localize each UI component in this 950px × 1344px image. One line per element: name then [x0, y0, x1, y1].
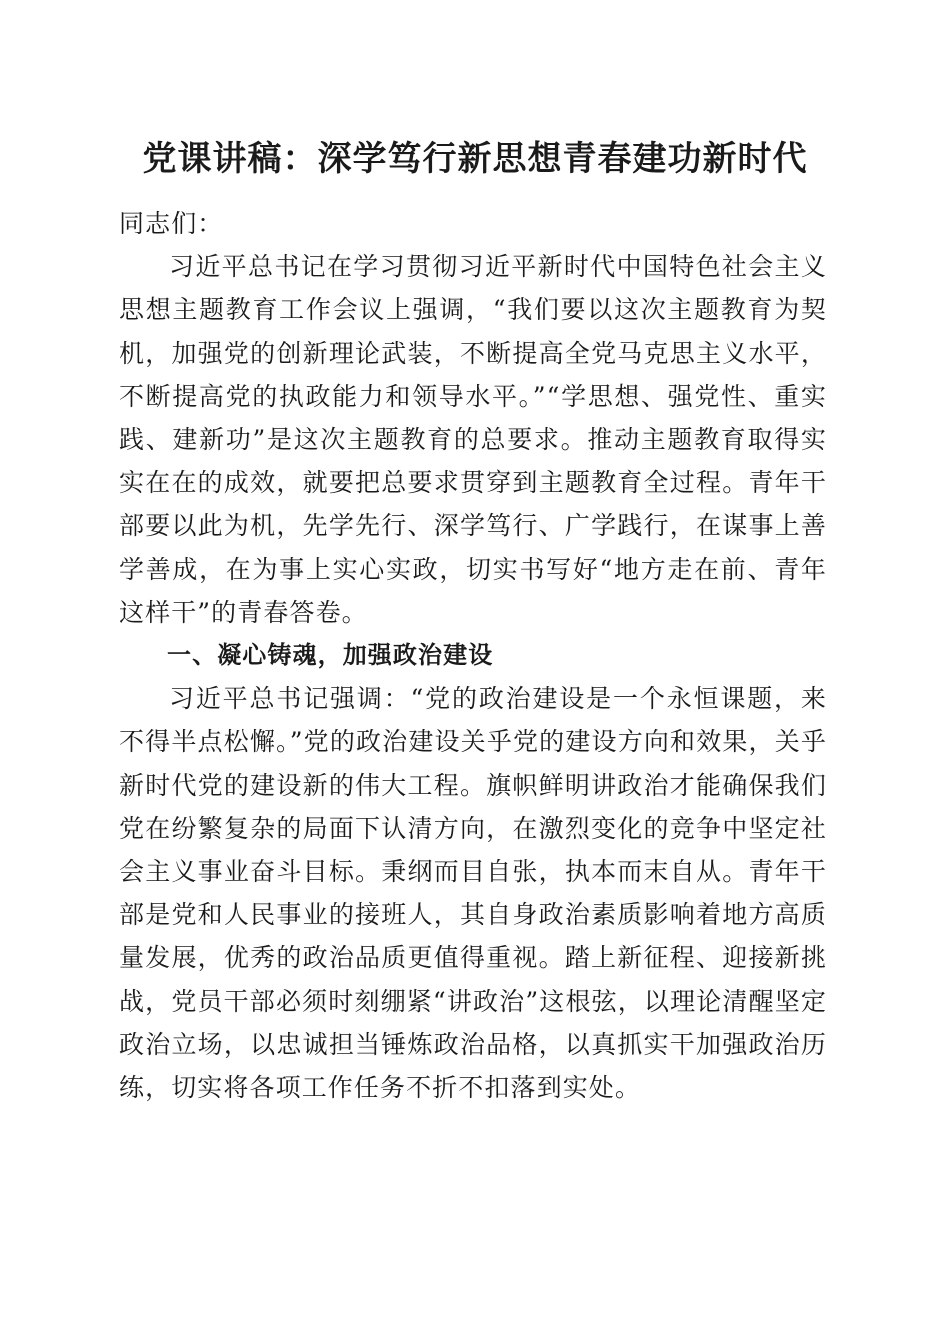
section-paragraph: 习近平总书记强调：“党的政治建设是一个永恒课题，来不得半点松懈。”党的政治建设关乎党的建设方向和效果，关乎新时代党的建设新的伟大工程。旗帜鲜明讲政治才能确保我们党在纷繁复杂的局面下认清方向，在激烈变化的竞争中坚定社会主义事业奋斗目标。秉纲而目自张，执本而末自从。青年干部是党和人民事业的接班人，其自身政治素质影响着地方高质量发展，优秀的政治品质更值得重视。踏上新征程、迎接新挑战，党员干部必须时刻绷紧“讲政治”这根弦，以理论清醒坚定政治立场，以忠诚担当锤炼政治品格，以真抓实干加强政治历练，切实将各项工作任务不折不扣落到实处。 [119, 684, 827, 1103]
salutation: 同志们： [119, 209, 224, 238]
document-body [119, 202, 827, 1109]
intro-paragraph: 习近平总书记在学习贯彻习近平新时代中国特色社会主义思想主题教育工作会议上强调，“我们要以这次主题教育为契机，加强党的创新理论武装，不断提高全党马克思主义水平，不断提高党的执政能力和领导水平。”“学思想、强党性、重实践、建新功”是这次主题教育的总要求。推动主题教育取得实实在在的成效，就要把总要求贯穿到主题教育全过程。青年干部要以此为机，先学先行、深学笃行、广学践行，在谋事上善学善成，在为事上实心实政，切实书写好“地方走在前、青年这样干”的青春答卷。 [119, 252, 827, 627]
document-title: 党课讲稿：深学笃行新思想青春建功新时代 [142, 139, 808, 179]
section-heading: 一、凝心铸魂，加强政治建设 [167, 641, 494, 670]
